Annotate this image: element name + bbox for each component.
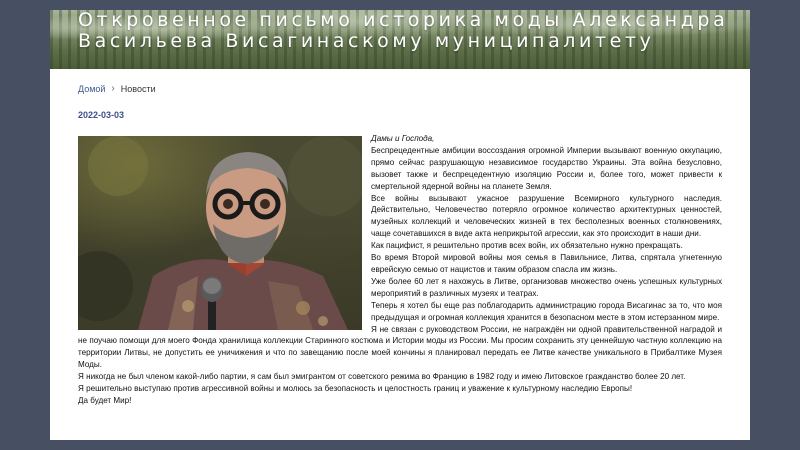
article-paragraph: Беспрецедентные амбиции воссоздания огромной Империи вызывают военную оккупацию, прямо сейчас разрушающую независимое государство Украины. Эта война безусловно, вызовет также и беспрецедентную изоляцию России и, более того, может привести к смертельной ядерной войны на планете Земля. — [371, 145, 722, 191]
chevron-right-icon: › — [111, 83, 115, 94]
article-paragraph: Во время Второй мировой войны моя семья в Павильнисе, Литва, спрятала угнетенную еврейскую семью от нацистов и таким образом спасла им жизнь. — [371, 253, 722, 274]
page-title: Откровенное письмо историка моды Александра Васильева Висагинаскому муниципалитету — [78, 10, 729, 52]
article-paragraph: Уже более 60 лет я нахожусь в Литве, организовав множество очень успешных культурных мероприятий в различных музеях и театрах. — [371, 276, 722, 298]
article-paragraph: Как пацифист, я решительно против всех войн, их обязательно нужно прекращать. — [371, 241, 683, 251]
article-paragraph: Да будет Мир! — [78, 395, 132, 405]
breadcrumb — [78, 83, 156, 94]
article-date: 2022-03-03 — [78, 110, 125, 120]
breadcrumb-home-link[interactable]: Домой — [78, 83, 106, 94]
breadcrumb-current: Новости — [120, 83, 156, 94]
page-container — [50, 10, 750, 440]
article-paragraph: Я никогда не был членом какой-либо партии, я сам был эмигрантом от советского режима во Францию в 1982 году и имею Литовское гражданство более 20 лет. — [78, 372, 686, 382]
article-paragraph: Я не связан с руководством России, не награждён ни одной правительственной наградой и не поучаю помощи для моего Фонда хранилища коллекции Старинного костюма и Истории моды из России. Мы просим сохранить эту ценнейшую частную коллекцию на территории Литвы, не допустить ее уничижения и что по завещанию после моей кончины я планировал передать ее Литве качестве уникального в Прибалтике Музея Моды. — [78, 324, 722, 370]
article-paragraph: Все войны вызывают ужасное разрушение Всемирного культурного наследия. Действительно, Человечество потеряло огромное количество архитектурных ценностей, музейных коллекций и человеческих жизней в тех бесполезных военных столкновениях, чаще сочетавшихся в виде акта неприкрытой агрессии, как это происходит в наши дни. — [371, 193, 722, 239]
article-body — [78, 133, 722, 407]
article-paragraph: Я решительно выступаю против агрессивной войны и молюсь за безопасность и целостность границ и уважение к культурному наследию Европы! — [78, 384, 633, 394]
article-paragraph: Теперь я хотел бы еще раз поблагодарить администрацию города Висагинас за то, что моя предыдущая и огромная коллекция хранится в безопасном месте в этом истерзанном мире. — [371, 300, 722, 322]
header-banner — [50, 10, 750, 69]
article-salutation: Дамы и Господа, — [371, 134, 435, 143]
